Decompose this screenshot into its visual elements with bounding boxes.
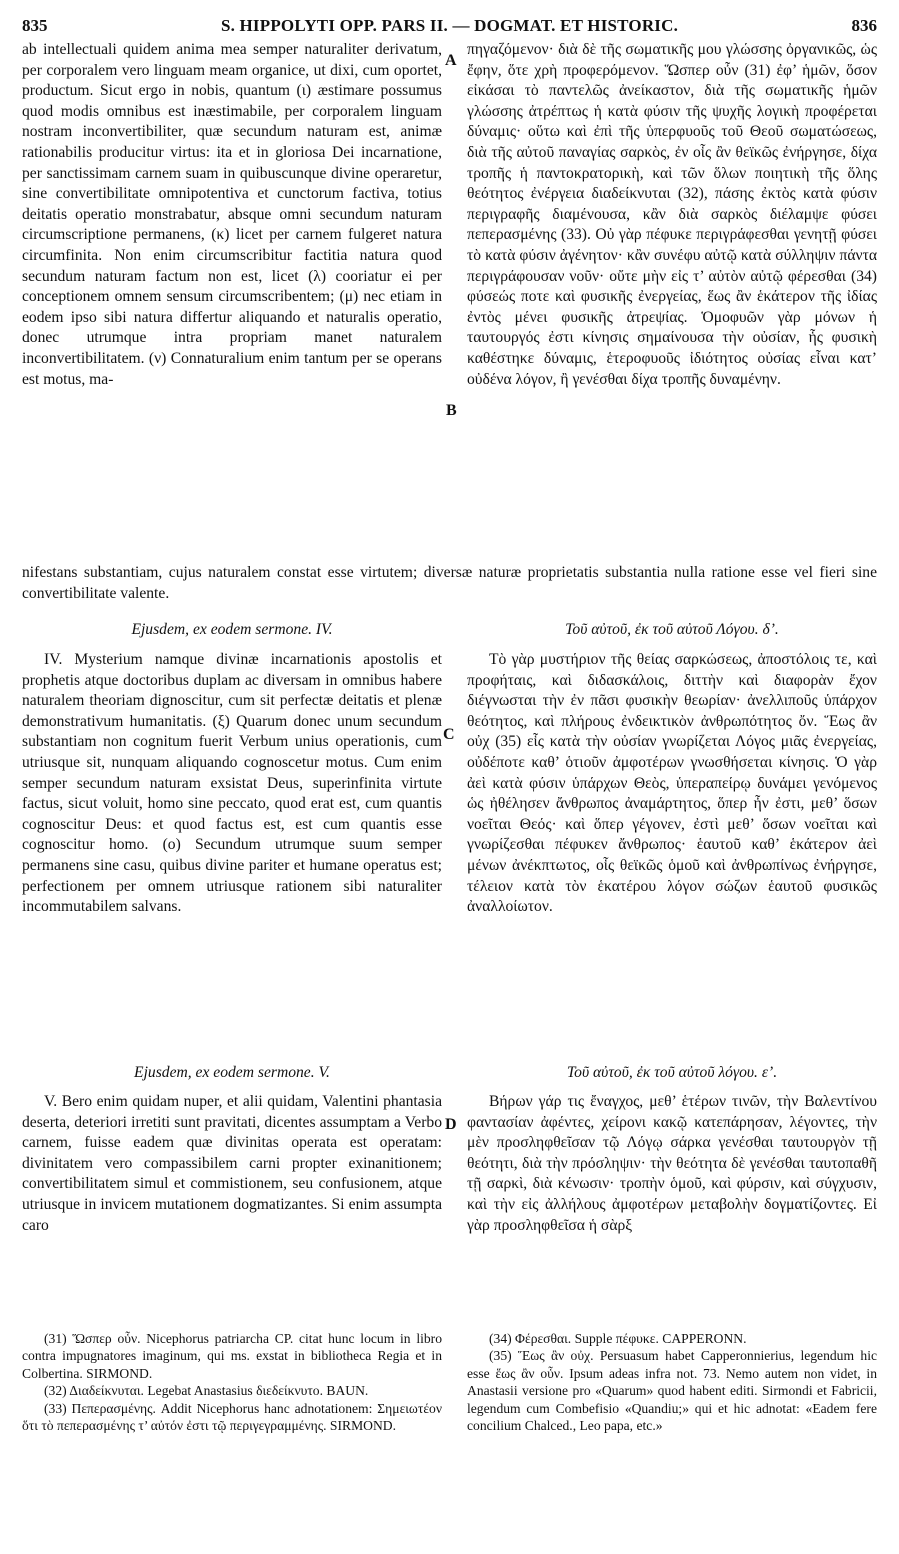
greek-column-section-5 xyxy=(467,1092,877,1236)
footnotes-left xyxy=(22,1330,442,1434)
margin-letter-a: A xyxy=(445,52,457,69)
page-number-left: 835 xyxy=(22,16,48,35)
footnote-34: (34) Φέρεσθαι. Supple πέφυκε. CAPPERONN. xyxy=(489,1331,747,1346)
latin-text-section-3: ab intellectuali quidem anima mea semper naturaliter derivatum, per corporalem vero linguam meam organice, ut dixi, cum oportet, productum. Sicut ergo in nobis, quantum (ι) æstimare possumus quod modis omnibus est inæstimabile, per corporalem linguam nostram inconvertibiliter, quæ secundum naturam est, animæ rationabilis producitur virtus: ita et in gloriosa Dei incarnatione, per sanctissimam carnem suam in quibuscunque divine operaretur, sine convertibilitate omnipotentiva et cunctorum factiva, totius deitatis operatio monstrabatur, absque omni secundum naturam circumscriptione permanens, (κ) licet per carnem fulgeret natura circumfinita. Non enim circumscribitur factitia natura quod secundum naturam factum non est, licet (λ) cooriatur ei per conceptionem omnem sensum circumscribentem; (μ) nec etiam in eodem ipso sibi natura differtur aliquando et naturalis operatio, donec utrumque intra propriam manet naturalem inconvertibilitatem. (ν) Connaturalium enim tantum per se operans est motus, ma- xyxy=(22,41,442,388)
greek-text-section-5: Βήρων γάρ τις ἔναγχος, μεθ’ ἑτέρων τινῶν, τὴν Βαλεντίνου φαντασίαν ἀφέντες, χείρονι κακῷ κατεπάρησαν, λέγοντες, τὴν μὲν προσληφθεῖσαν τῷ Λόγῳ σάρκα γενέσθαι ταυτουργὸν τῇ θεότητι, διὰ τὴν πρόσληψιν· τὴν θεότητα δὲ γενέσθαι ταυτοπαθῆ τῇ σαρκὶ, διὰ κένωσιν· τροπὴν ὁμοῦ, καὶ φύρσιν, καὶ σύγχυσιν, καὶ τὴν εἰς ἀλλήλους ἀμφοτέρων μεταβολὴν δογματίζοντες. Εἰ γὰρ προσληφθεῖσα ἡ σὰρξ xyxy=(467,1093,877,1234)
margin-letter-b: B xyxy=(446,402,457,419)
latin-fullwidth-tail xyxy=(22,563,877,604)
running-header xyxy=(0,0,899,40)
section-4-latin-title: Ejusdem, ex eodem sermone. IV. xyxy=(131,621,333,638)
latin-column-section-5 xyxy=(22,1092,442,1236)
footnotes-right xyxy=(467,1330,877,1434)
footnote-35: (35) Ἕως ἂν οὐχ. Persuasum habet Capperonnierius, legendum hic esse ἕως ἂν οὖν. Ipsum adeas infra not. 73. Nemo autem non videt, in Anastasii versione pro «Quarum» quod habent editi. Sirmondi et Fabricii, legendum cum Combefisio «Quandiu;» qui et hic adnotat: «Eadem fere concilium Chalced., Leo papa, etc.» xyxy=(467,1348,877,1434)
greek-text-section-3: πηγαζόμενον· διὰ δὲ τῆς σωματικῆς μου γλώσσης ὀργανικῶς, ὡς ἔφην, ὅτε χρὴ προφερόμενον. Ὥσπερ οὖν (31) ἐφ’ ἡμῶν, ὅσον εἰκάσαι τὸ παντελῶς ἀνείκαστον, διὰ τῆς σωματικῆς ἡμῶν γλώσσης ἀτρέπτως ἡ κατὰ φύσιν τῆς ψυχῆς λογικὴ προφέρεται δύναμις· οὕτω καὶ ἐπὶ τῆς ὑπερφυοῦς τοῦ Θεοῦ σωματώσεως, διὰ τῆς αὐτοῦ παναγίας σαρκὸς, ἐν οἷς ἂν θεϊκῶς ἐνήργησε, δίχα τροπῆς ἡ παντοκρατορικὴ, καὶ τῶν ὅλων ποιητικὴ τῆς ὅλης θεότητος ἐνέργεια διαδείκνυται (32), πάσης ἐκτὸς κατὰ φύσιν περιγραφῆς διαμένουσα, κἂν διὰ σαρκὸς διέλαμψε φύσει πεπερασμένης (33). Οὐ γὰρ πέφυκε περιγράφεσθαι γενητῇ φύσει τὸ κατὰ φύσιν ἀγένητον· κἂν συνέφυ αὐτῷ κατὰ σύλληψιν πάντα περιγράφουσαν νοῦν· οὔτε μὴν εἰς τ’ αὐτὸν αὐτῷ φέρεσθαι (34) φύσεώς ποτε καὶ φυσικῆς ἐνεργείας, ἕως ἂν ἑκάτερον τῆς ἰδίας ἐντὸς μένει φυσικῆς ἀτρεψίας. Ὁμοφυῶν γὰρ μόνων ἡ ταυτουργός ἐστι κίνησις σημαίνουσα τὴν οὐσίαν, ἧς φυσικὴ καθέστηκε δύναμις, ἑτεροφυοῦς ἰδιότητος οὐσίας εἶναι κατ’ οὐδένα λόγον, ἢ γενέσθαι δίχα τροπῆς δυναμένην. xyxy=(467,41,877,388)
latin-text-section-4: IV. Mysterium namque divinæ incarnationis apostolis et prophetis atque doctoribus duplam ac diversam in omnibus habere naturalem theoriam dignoscitur, cum sit perfectæ deitatis et plenæ demonstrativum humanitatis. (ξ) Quarum donec unum secundum substantiam non cognitum fuerit Verbum unius operationis, cum utriusque sit, nunquam aliquando cognoscetur motus. Cum enim semper secundum naturam exsistat Deus, superinfinita virtute factus, sicut voluit, homo sine peccato, quod erat est, cum quantis cognoscitur Deus: et quod factus est, est cum quantis esse cognoscitur homo. (ο) Secundum utrumque suum semper permanens sine casu, quibus divine pariter et humane operatus est; perfectionem per omnem utriusque rationem sibi naturaliter incommutabilem salvans. xyxy=(22,651,442,916)
margin-letter-c: C xyxy=(443,726,455,743)
greek-text-section-4: Τὸ γὰρ μυστήριον τῆς θείας σαρκώσεως, ἀποστόλοις τε, καὶ προφήταις, καὶ διδασκάλοις, διττὴν καὶ διαφορὰν ἔχον διέγνωσται τὴν ἐν πᾶσι φυσικὴν θεωρίαν· ἀνελλιποῦς ὑπάρχον θεότητος, καὶ πλήρους ἐνδεικτικὸν ἀνθρωπότητος ὄν. Ἕως ἂν οὐχ (35) εἷς κατὰ τὴν οὐσίαν γνωρίζεται Λόγος μιᾶς ἐνεργείας, οὐδέποτε καθ’ ὁτιοῦν ἀμφοτέρων γνωσθήσεται κίνησις. Ὁ γὰρ ἀεὶ κατὰ φύσιν ὑπάρχων Θεὸς, ὑπεραπείρῳ δυνάμει γενόμενος ὡς ἠθέλησεν ἄνθρωπος ἀναμάρτητος, ὅπερ ἦν ἐστι, μεθ’ ὅσων νοεῖται Θεός· καὶ ὅπερ γέγονεν, ἐστὶ μεθ’ ὅσων νοεῖται καὶ γνωρίζεσθαι πέφυκεν ἄνθρωπος· ἑαυτοῦ καθ’ ἑκάτερον ἀεὶ μένων ἀνέκπτωτος, οἷς θεϊκῶς ὁμοῦ καὶ ἀνθρωπίνως ἐνήργησε, τέλειον κατὰ τὸν ἑκατέρου λόγον σώζων ἑαυτοῦ φυσικῶς ἀναλλοίωτον. xyxy=(467,651,877,916)
section-5-latin-title: Ejusdem, ex eodem sermone. V. xyxy=(134,1064,330,1081)
greek-column-section-3 xyxy=(467,40,877,390)
latin-column-section-4 xyxy=(22,650,442,918)
section-5-greek-title: Τοῦ αὐτοῦ, ἐκ τοῦ αὐτοῦ λόγου. ε’. xyxy=(566,1064,778,1081)
latin-column-section-3 xyxy=(22,40,442,390)
latin-text-section-5: V. Bero enim quidam nuper, et alii quidam, Valentini phantasia deserta, deteriori irretiti sunt pravitati, dicentes assumptam a Verbo carnem, fuisse eadem quæ divinitas operata est operatam: divinitatem vero compassibilem carni propter exinanitionem; convertibilitatem simul et commistionem, seu confusionem, atque utriusque in invicem mutationem dogmatizantes. Si enim assumpta caro xyxy=(22,1093,442,1234)
latin-text-tail: nifestans substantiam, cujus naturalem constat esse virtutem; diversæ naturæ proprietatis substantia nulla ratione esse vel fieri sine convertibilitate valente. xyxy=(22,564,877,602)
footnote-31: (31) Ὥσπερ οὖν. Nicephorus patriarcha CP. citat hunc locum in libro contra impugnatores imaginum, qui ms. exstat in bibliotheca Regia et in Colbertina. SIRMOND. xyxy=(22,1331,442,1381)
running-title: S. HIPPOLYTI OPP. PARS II. — DOGMAT. ET HISTORIC. xyxy=(220,16,679,35)
footnote-32: (32) Διαδείκνυται. Legebat Anastasius διεδείκνυτο. BAUN. xyxy=(44,1383,369,1399)
greek-column-section-4 xyxy=(467,650,877,918)
margin-letter-d: D xyxy=(445,1116,457,1133)
footnote-33: (33) Πεπερασμένης. Addit Nicephorus hanc adnotationem: Σημειωτέον ὅτι τὸ πεπερασμένης τ’ αὐτόν ἐστι τῷ περιγεγραμμένης. SIRMOND. xyxy=(22,1400,442,1434)
section-4-greek-title: Τοῦ αὐτοῦ, ἐκ τοῦ αὐτοῦ Λόγου. δ’. xyxy=(565,621,779,638)
page-number-right: 836 xyxy=(851,16,877,35)
